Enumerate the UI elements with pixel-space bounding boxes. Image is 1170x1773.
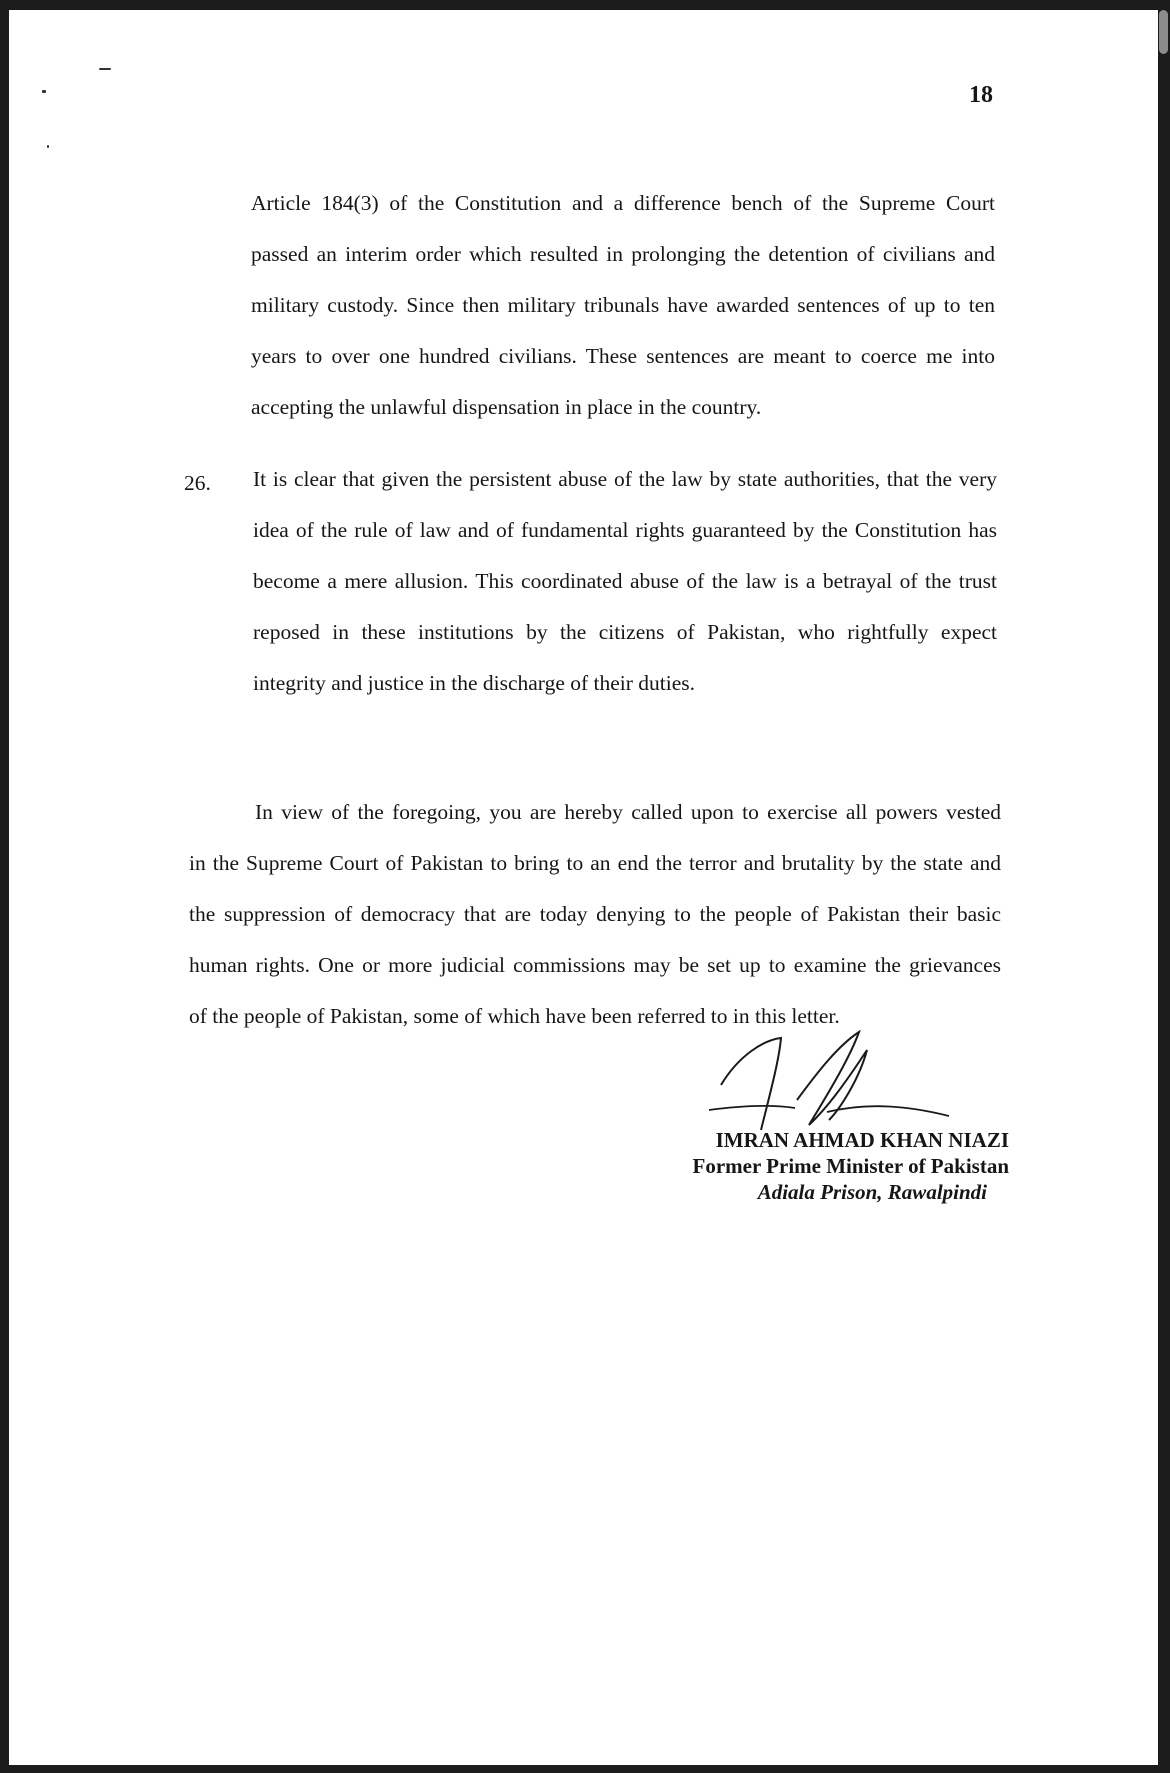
paragraph-line: integrity and justice in the discharge of their duties. xyxy=(253,671,696,695)
paragraph-line: In view of the foregoing, you are hereby called upon to exercise all powers vested xyxy=(255,800,1001,824)
paragraph-26 xyxy=(253,454,997,709)
scan-speck xyxy=(42,90,46,93)
paragraph-line: human rights. One or more judicial commissions may be set up to examine the grievances xyxy=(189,953,1001,977)
scan-speck xyxy=(99,68,111,70)
paragraph-continued xyxy=(251,178,995,433)
handwritten-signature xyxy=(709,1030,949,1140)
scan-speck xyxy=(47,145,49,148)
paragraph-line: accepting the unlawful dispensation in place in the country. xyxy=(251,395,762,419)
signatory-location: Adiala Prison, Rawalpindi xyxy=(757,1180,987,1204)
paragraph-closing xyxy=(189,787,1001,1042)
paragraph-line: in the Supreme Court of Pakistan to bring to an end the terror and brutality by the state and xyxy=(189,851,1001,875)
paragraph-line: It is clear that given the persistent abuse of the law by state authorities, that the very xyxy=(253,467,997,491)
paragraph-line: passed an interim order which resulted in prolonging the detention of civilians and xyxy=(251,242,995,266)
signatory-name: IMRAN AHMAD KHAN NIAZI xyxy=(715,1128,1009,1152)
paragraph-number: 26. xyxy=(184,471,211,495)
paragraph-line: reposed in these institutions by the citizens of Pakistan, who rightfully expect xyxy=(253,620,997,644)
signatory-title: Former Prime Minister of Pakistan xyxy=(692,1154,1009,1178)
scrollbar-thumb[interactable] xyxy=(1159,10,1168,54)
signature-block xyxy=(649,1127,1009,1205)
document-page xyxy=(9,10,1158,1765)
paragraph-line: years to over one hundred civilians. These sentences are meant to coerce me into xyxy=(251,344,995,368)
paragraph-line: military custody. Since then military tribunals have awarded sentences of up to ten xyxy=(251,293,995,317)
page-number: 18 xyxy=(969,82,993,108)
paragraph-line: Article 184(3) of the Constitution and a difference bench of the Supreme Court xyxy=(251,191,995,215)
paragraph-line: of the people of Pakistan, some of which have been referred to in this letter. xyxy=(189,1004,840,1028)
paragraph-line: the suppression of democracy that are today denying to the people of Pakistan their basic xyxy=(189,902,1001,926)
paragraph-line: idea of the rule of law and of fundamental rights guaranteed by the Constitution has xyxy=(253,518,997,542)
paragraph-line: become a mere allusion. This coordinated abuse of the law is a betrayal of the trust xyxy=(253,569,997,593)
